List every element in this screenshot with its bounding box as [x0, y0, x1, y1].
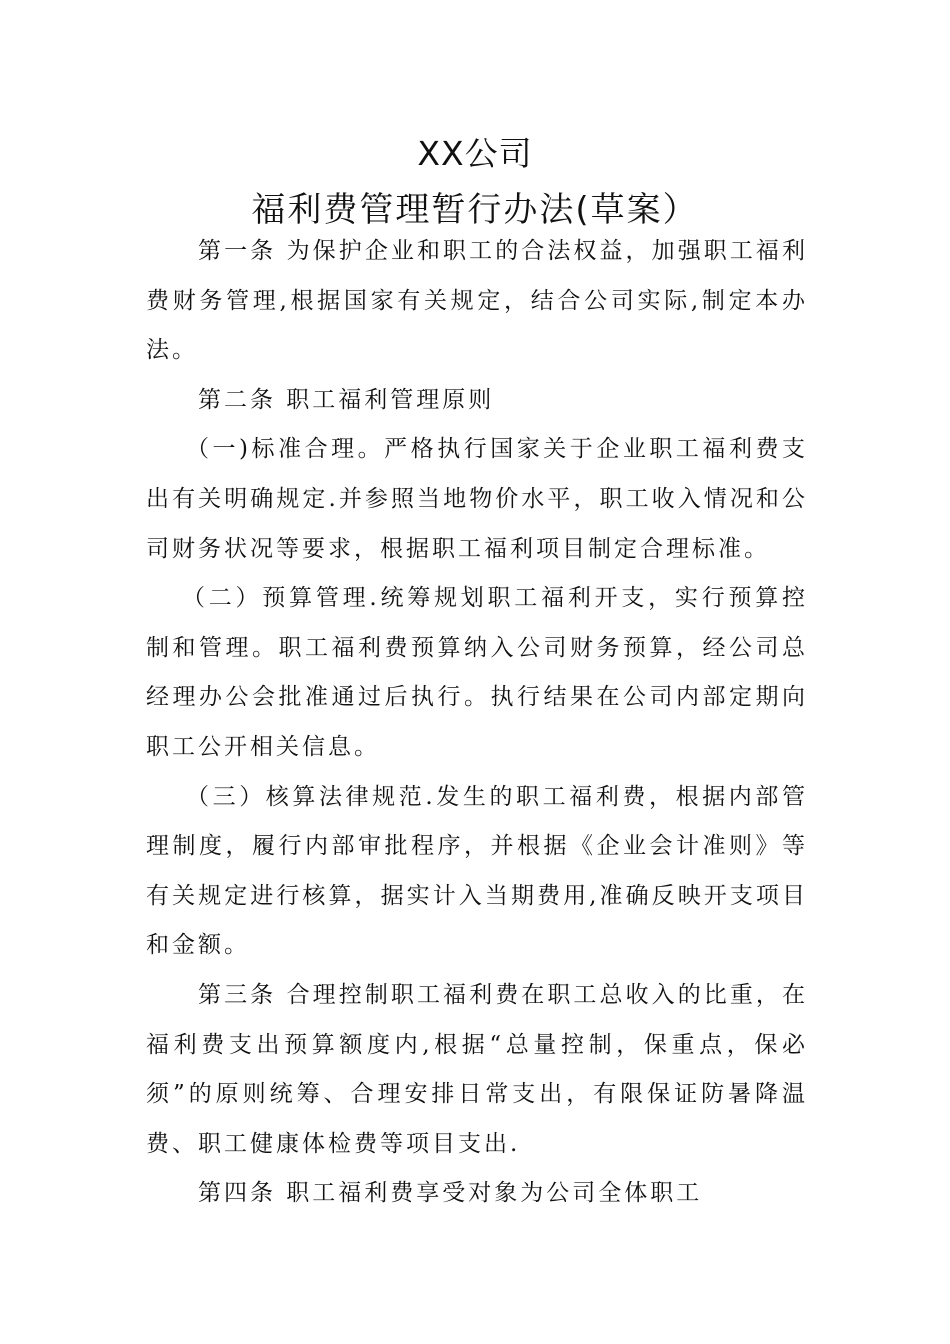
document-title-company: XX公司	[417, 134, 533, 173]
article-4-paragraph: 第四条 职工福利费享受对象为公司全体职工	[198, 1180, 703, 1207]
principle-1-paragraph: （一)标准合理。严格执行国家关于企业职工福利费支出有关明确规定.并参照当地物价水平，职工收入情况和公司财务状况等要求，根据职工福利项目制定合理标准。	[146, 436, 808, 562]
principle-2-paragraph: （二）预算管理.统筹规划职工福利开支，实行预算控制和管理。职工福利费预算纳入公司财务预算，经公司总经理办公会批准通过后执行。执行结果在公司内部定期向职工公开相关信息。	[146, 585, 808, 760]
article-3-paragraph: 第三条 合理控制职工福利费在职工总收入的比重，在福利费支出预算额度内,根据“总量控制，保重点，保必须”的原则统筹、合理安排日常支出，有限保证防暑降温费、职工健康体检费等项目支出.	[146, 981, 808, 1157]
article-1-paragraph: 第一条 为保护企业和职工的合法权益，加强职工福利费财务管理,根据国家有关规定，结合公司实际,制定本办法。	[146, 238, 808, 364]
document-title-main: 福利费管理暂行办法(草案）	[251, 190, 699, 230]
principle-3-paragraph: （三）核算法律规范.发生的职工福利费，根据内部管理制度，履行内部审批程序，并根据《企业会计准则》等有关规定进行核算，据实计入当期费用,准确反映开支项目和金额。	[146, 783, 808, 959]
document-body	[146, 227, 808, 1219]
article-2-heading: 第二条 职工福利管理原则	[198, 386, 495, 413]
